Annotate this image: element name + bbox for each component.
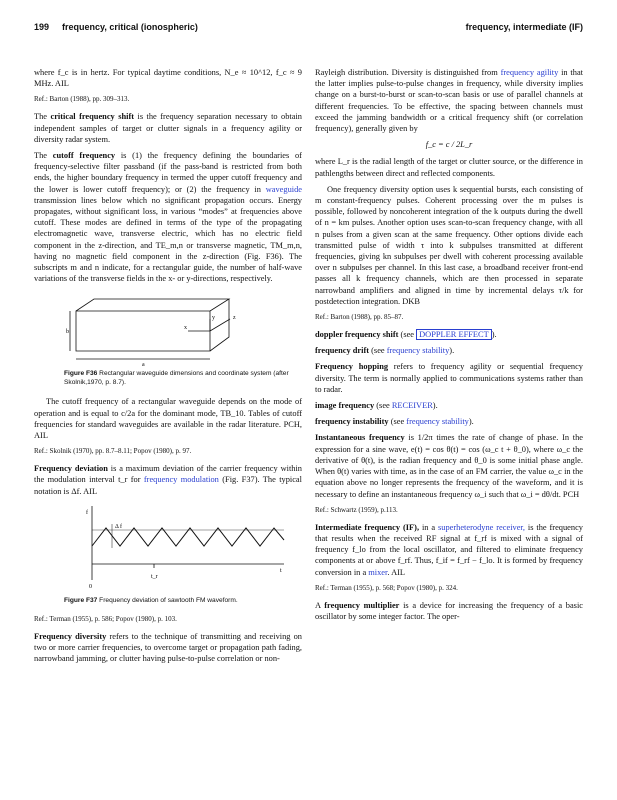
equation-critical-frequency: f_c = c / 2L_r [425, 140, 473, 150]
paragraph: where L_r is the radial length of the target or clutter source, or the difference in pathlengths between direct and reflected components. [315, 157, 583, 178]
link-doppler-effect[interactable]: DOPPLER EFFECT [416, 329, 492, 340]
paragraph: One frequency diversity option uses k sequential bursts, each consisting of m constant-frequency pulses. Coherent processing over the m pulses is possible, followed by noncoherent integration of the k outputs during the dwell of n = km pulses. Another option uses scan-to-scan frequency change, with all n pulses from a given scan at the same frequency. Other options divide each transmitted pulse of width τ into k subpulses transmitted at different frequencies, giving kn subpulses per dwell with coherent processing available over n subpulses per channel. In this last case, a broadband receiver front-end passes all k frequency channels, which are then processed in separate narrowband amplifiers and aligned in time by incremental delays τ/k for postdetection integration. DKB [315, 184, 583, 306]
paragraph: The cutoff frequency of a rectangular waveguide depends on the mode of operation and is equal to c/2a for the dominant mode, TB_10. Tables of cutoff frequencies for standard waveguides are available in the radar literature. PCH, AIL [34, 397, 302, 441]
link-receiver[interactable]: RECEIVER [391, 401, 433, 411]
term: doppler frequency shift [315, 330, 399, 340]
link-mixer[interactable]: mixer [368, 567, 388, 577]
reference: Ref.: Skolnik (1970), pp. 8.7–8.11; Popov (1980), p. 97. [34, 447, 192, 456]
label-origin: 0 [89, 583, 92, 590]
term: Instantaneous frequency [315, 433, 405, 443]
paragraph: Rayleigh distribution. Diversity is distinguished from frequency agility in that the latter implies pulse-to-pulse changes in frequency, while diversity implies change on a burst-to-burst or scan-to-scan basis or use of parallel channels at different frequencies. To be effective, the spacing between channels must exceed the jamming bandwidth or a critical frequency shift (or correlation frequency), generally given by [315, 68, 583, 134]
term: frequency multiplier [324, 600, 400, 610]
reference: Ref.: Terman (1955), p. 586; Popov (1980), p. 103. [34, 614, 177, 623]
link-frequency-stability[interactable]: frequency stability [406, 417, 469, 427]
label-t: t [280, 567, 282, 574]
reference: Ref.: Barton (1988), pp. 309–313. [34, 95, 130, 104]
right-column [315, 67, 583, 627]
header-left-title: frequency, critical (ionospheric) [62, 22, 198, 32]
waveguide-top-face [76, 299, 229, 311]
entry-frequency-multiplier: A frequency multiplier is a device for increasing the frequency of a basic oscillator by some integer factor. The oper- [315, 600, 583, 621]
paragraph-cutoff-frequency: The cutoff frequency is (1) the frequency defining the boundaries of frequency-selective filter passband (if the pass-band is restricted from both ends, the higher boundary frequency in termed the upper cutoff frequency and the lower is lower cutoff frequency); or (2) the frequency in waveguide transmission lines below which no significant propagation occurs. Energy propagates, without significant loss, in various “modes” at frequencies above cutoff. These modes are defined in terms of the type of the propagating electromagnetic wave, transverse electric, which has no electric field component in the z-direction, and TE_m,n or transverse magnetic, TM_m,n, having no magnetic field component in the z-direction (Fig. F36). The subscripts m and n indicate, for a rectangular guide, the number of half-wave variations of the transverse fields in the x- or y-directions, respectively. [34, 151, 302, 284]
label-tr: t_r [151, 573, 158, 580]
term: frequency instability [315, 417, 389, 427]
link-waveguide[interactable]: waveguide [265, 184, 302, 194]
term: Frequency diversity [34, 631, 107, 641]
reference: Ref.: Terman (1955), p. 568; Popov (1980), p. 324. [315, 583, 458, 592]
label-a: a [142, 362, 145, 368]
reference: Ref.: Barton (1988), pp. 85–87. [315, 313, 404, 322]
label-y: y [212, 315, 215, 322]
link-frequency-agility[interactable]: frequency agility [500, 68, 559, 77]
entry-frequency-drift: frequency drift (see frequency stability). [315, 346, 455, 356]
header-right-title: frequency, intermediate (IF) [465, 22, 583, 32]
term: frequency drift [315, 346, 370, 356]
entry-intermediate-frequency: Intermediate frequency (IF), in a superheterodyne receiver, is the frequency that results when the received RF signal at f_rf is mixed with a signal of frequency f_lo from the local oscillator, and filtered to eliminate frequency components at or above f_rf. Thus, f_if = f_rf − f_lo. It is formed by frequency conversion in a mixer. AIL [315, 522, 583, 577]
paragraph-frequency-diversity: Frequency diversity refers to the technique of transmitting and receiving on two or more carrier frequencies, to overcome target or propagation path fading, narrowband jamming, or clutter having pulse-to-pulse correlation or non- [34, 631, 302, 664]
page-number: 199 [34, 22, 50, 32]
label-f: f [86, 509, 88, 516]
entry-instantaneous-frequency: Instantaneous frequency is 1/2π times the rate of change of phase. In the expression for a sine wave, e(t) = cos θ(t) = cos (ω_c t + θ_0), where ω_c the derivative of θ(t), is the radian frequency and θ_0 is some initial phase angle. When θ(t) varies with time, as in the case of an FM carrier, the value ω_c in the equation above no longer represents the frequency of the waveform, and it is necessary to define an instantaneous frequency ω_i such that ω_i = dθ/dt. PCH [315, 433, 583, 499]
sawtooth-figure [34, 502, 302, 594]
label-x: x [184, 325, 187, 332]
link-frequency-modulation[interactable]: frequency modulation [143, 475, 219, 485]
entry-frequency-instability: frequency instability (see frequency stability). [315, 417, 474, 427]
label-b: b [66, 329, 69, 336]
term: image frequency [315, 401, 375, 411]
figure-caption-f36: Figure F36 Rectangular waveguide dimensions and coordinate system (after Skolnik,1970, p. 8.7). [64, 370, 289, 387]
left-column [34, 67, 302, 669]
entry-image-frequency: image frequency (see RECEIVER). [315, 401, 438, 411]
waveguide-figure [34, 289, 302, 367]
sawtooth-trace [92, 528, 284, 546]
term: critical frequency shift [50, 112, 135, 122]
paragraph: where f_c is in hertz. For typical daytime conditions, N_e ≈ 10^12, f_c ≈ 9 MHz. AIL [34, 68, 302, 89]
term: cutoff frequency [52, 151, 116, 161]
link-frequency-stability[interactable]: frequency stability [386, 346, 450, 356]
running-header [0, 22, 617, 36]
label-delta-f: Δ f [115, 523, 123, 530]
entry-frequency-hopping: Frequency hopping refers to frequency agility or sequential frequency diversity. The term is normally applied to communications systems rather than to radar. [315, 362, 583, 394]
paragraph-frequency-deviation: Frequency deviation is a maximum deviation of the carrier frequency within the modulation interval t_r for frequency modulation (Fig. F37). The typical notation is Δf. AIL [34, 464, 302, 496]
paragraph-critical-frequency-shift: The critical frequency shift is the frequency separation necessary to obtain independent samples of target or clutter signals in a frequency agility or diversity radar system. [34, 112, 302, 144]
term: Frequency deviation [34, 464, 108, 474]
reference: Ref.: Schwartz (1959), p.113. [315, 505, 398, 514]
term: Intermediate frequency (IF), [315, 522, 420, 532]
entry-doppler-frequency-shift: doppler frequency shift (see DOPPLER EFFECT ). [315, 330, 497, 340]
link-superheterodyne-receiver[interactable]: superheterodyne receiver, [438, 522, 525, 532]
term: Frequency hopping [315, 362, 389, 372]
label-z: z [233, 315, 236, 322]
figure-caption-f37: Figure F37 Frequency deviation of sawtooth FM waveform. [64, 596, 238, 604]
